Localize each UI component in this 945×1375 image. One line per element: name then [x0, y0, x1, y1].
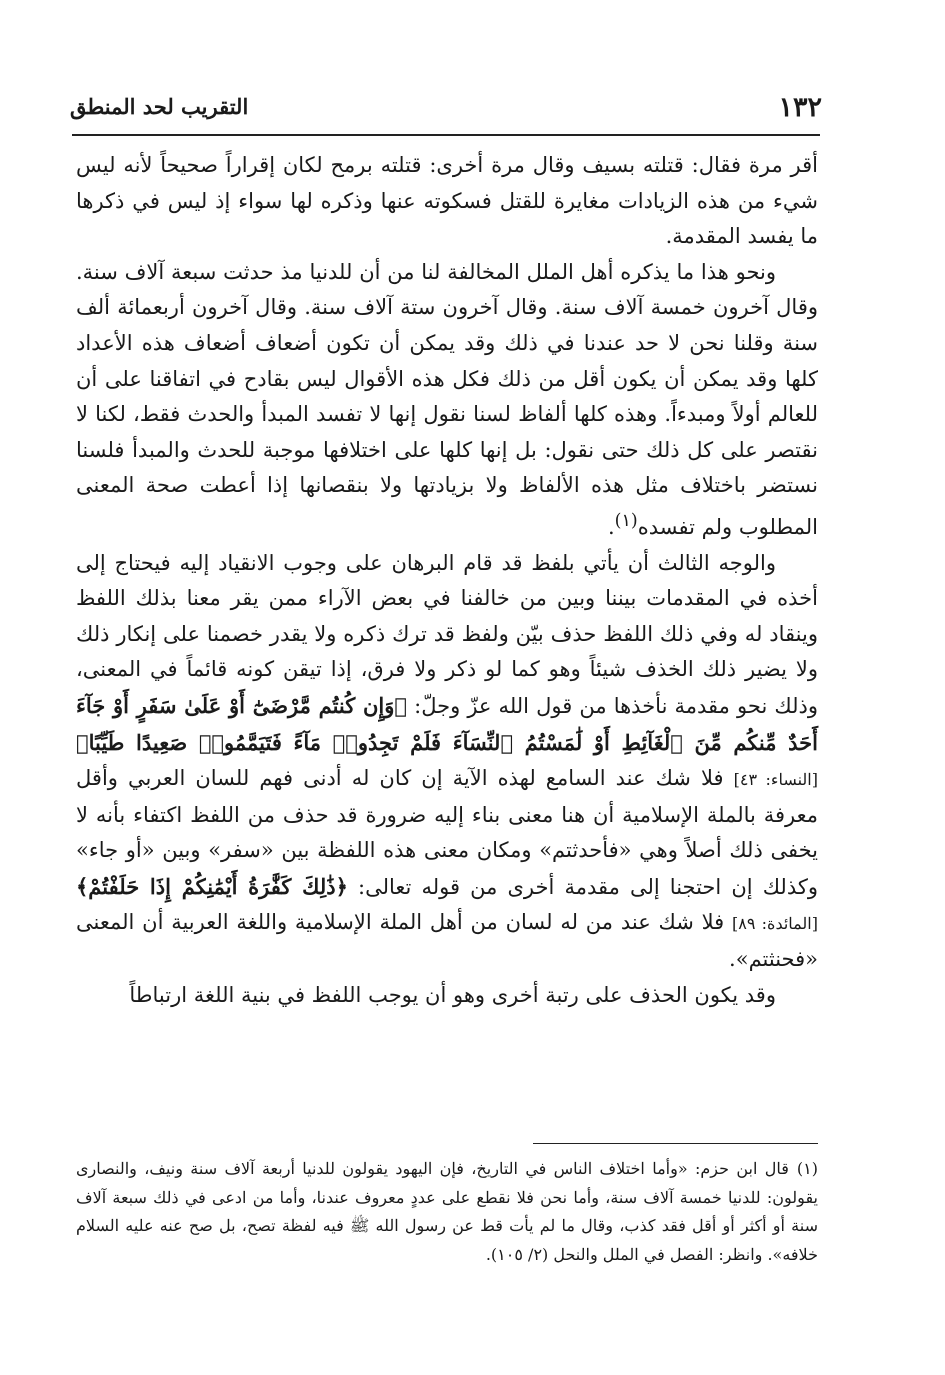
running-head: [70, 92, 822, 126]
paragraph-3: [76, 546, 818, 978]
paragraph-2-text: ونحو هذا ما يذكره أهل الملل المخالفة لنا من أن للدنيا مذ حدثت سبعة آلاف سنة. وقال آخرون خمسة آلاف سنة. وقال آخرون ستة آلاف سنة. وقال آخرون أربعمائة ألف سنة وقلنا نحن لا حد عندنا في ذلك وقد يمكن أن تكون أضعاف أضعاف هذه الأعداد كلها وقد يمكن أن يكون أقل من ذلك فكل هذه الأقوال ليس بقادح في اتفاقنا على أن للعالم أولاً ومبدءاً. وهذه كلها ألفاظ لسنا نقول إنها لا تفسد المبدأ والحدث فقط، لكنا لا نقتصر على كل ذلك حتى نقول: بل إنها كلها على اختلافها موجبة للحدث والمبدأ فلسنا نستضر باختلاف مثل هذه الألفاظ ولا بزيادتها ولا بنقصانها إذا أعطت صحة المعنى المطلوب ولم تفسده: [76, 259, 818, 539]
paragraph-4: وقد يكون الحذف على رتبة أخرى وهو أن يوجب اللفظ في بنية اللغة ارتباطاً: [129, 982, 776, 1007]
quran-verse-maida: ﴿ذَٰلِكَ كَفَّٰرَةُ أَيْمَٰنِكُمْ إِذَا حَلَفْتُمْ﴾: [76, 873, 348, 899]
paragraph-3-text: والوجه الثالث أن يأتي بلفظ قد قام البرهان على وجوب الانقياد إليه فيحتاج إلى أخذه في المقدمات بيننا وبين من خالفنا في بعض الآراء ممن يقر معنا بذلك اللفظ وينقاد له وفي ذلك اللفظ حذف بيّن ولفظ قد ترك ذكره ولا يقدر خصمنا على إنكار ذلك ولا يضير ذلك الخذف شيئاً وهو كما لو ذكر ولا فرق، إذا تيقن كونه قائماً في المعنى، وذلك نحو مقدمة نأخذها من قول الله عزّ وجلّ:: [76, 550, 818, 718]
paragraph-2: [76, 255, 818, 546]
verse-reference-nisa: [النساء: ٤٣]: [733, 770, 818, 790]
footnote-text: قال ابن حزم: «وأما اختلاف الناس في التاريخ، فإن اليهود يقولون للدنيا أربعة آلاف سنة ونيف، والنصارى يقولون: للدنيا خمسة آلاف سنة، وأما نحن فلا نقطع على عددٍ معروف عندنا، وأما من ادعى في ذلك سبعة آلاف سنة أو أكثر أو أقل فقد كذب، وقال ما لم يأت قط عن رسول الله ﷺ فيه لفظة تصح، بل صح عنه عليه السلام خلافه». وانظر: الفصل في الملل والنحل (٢/ ١٠٥).: [76, 1159, 818, 1264]
paragraph-3-end: فلا شك عند من له لسان من أهل الملة الإسلامية واللغة العربية أن المعنى «فحنثتم».: [76, 910, 818, 972]
paragraph-1: أقر مرة فقال: قتلته بسيف وقال مرة أخرى: قتلته برمح لكان إقراراً صحيحاً لأنه ليس شيء من هذه الزيادات مغايرة للقتل فسكوته عنها وذكره لها سواء إذ ليس في ذكرها ما يفسد المقدمة.: [76, 153, 818, 249]
quran-verse-nisa: ﴿وَإِن كُنتُم مَّرْضَىٰٓ أَوْ عَلَىٰ سَفَرٍ أَوْ جَآءَ أَحَدٌ مِّنكُم مِّنَ ٱلْغَآئِطِ أَوْ لَٰمَسْتُمُ ٱلنِّسَآءَ فَلَمْ تَجِدُوا۟ مَآءً فَتَيَمَّمُوا۟ صَعِيدًا طَيِّبًا﴾: [76, 692, 818, 755]
footnote-marker: (١): [614, 510, 638, 531]
footnote-1: [76, 1155, 818, 1269]
paragraph-3-continuation: فلا شك عند السامع لهذه الآية إن كان له أدنى فهم للسان العربي وأقل معرفة بالملة الإسلامية أن هنا معنى بناء إليه ضرورة قد حذف من اللفظ اكتفاء بأنه لا يخفى ذلك أصلاً وهي «فأحدثتم» ومكان معنى هذه اللفظة بين «سفر» وبين «أو جاء» وكذلك إن احتجنا إلى مقدمة أخرى من قوله تعالى:: [76, 766, 818, 899]
footnotes: [76, 1155, 818, 1269]
page-number: ١٣٢: [778, 92, 822, 123]
footnote-rule: [533, 1143, 818, 1144]
verse-reference-maida: [المائدة: ٨٩]: [732, 914, 818, 934]
book-title: التقريب لحد المنطق: [70, 94, 249, 119]
paragraph-2-end: .: [607, 514, 615, 539]
footnote-number: (١): [796, 1159, 818, 1178]
header-rule: [72, 134, 820, 136]
main-text: [76, 148, 818, 1013]
